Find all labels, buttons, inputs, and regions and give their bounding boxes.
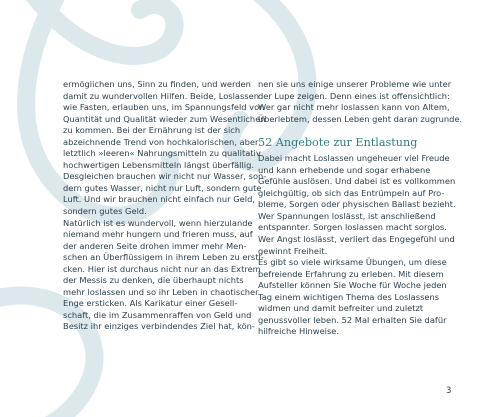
body-line: nen sie uns einige unserer Probleme wie unter: [258, 79, 452, 89]
body-line: Überlebtem, dessen Leben geht daran zugrunde.: [258, 113, 463, 124]
page-number: 3: [446, 386, 452, 396]
body-line: zu kommen. Bei der Ernährung ist der sich: [63, 125, 241, 136]
body-line: Tag einem wichtigen Thema des Loslassens: [258, 291, 440, 302]
body-line: Enge ersticken. Als Karikatur einer Gesell-: [63, 298, 238, 309]
section-heading: 52 Angebote zur Entlastung: [258, 136, 418, 150]
body-line: wie Fasten, erlauben uns, im Spannungsfeld von: [63, 102, 265, 113]
body-line: Dabei macht Loslassen ungeheuer viel Freude: [258, 153, 450, 164]
body-line: Wer gar nicht mehr loslassen kann von Altem,: [258, 102, 450, 113]
body-line: gleichgültig, ob sich das Entrümpeln auf Pro-: [258, 187, 445, 198]
body-line: gewinnt Freiheit.: [258, 245, 328, 256]
body-line: befreiende Erfahrung zu erleben. Mit diesem: [258, 268, 444, 279]
body-line: schen an Überflüssigem in ihrem Leben zu ersti-: [63, 252, 264, 263]
body-line: abzeichnende Trend von hochkalorischen, aber: [63, 136, 259, 147]
body-line: cken. Hier ist durchaus nicht nur an das Extrem: [63, 263, 261, 274]
body-line: genussvoller leben. 52 Mal erhalten Sie dafür: [258, 314, 447, 325]
body-line: bleme, Sorgen oder physischen Ballast bezieht.: [258, 199, 456, 210]
body-line: sondern gutes Geld.: [63, 206, 147, 217]
body-line: Gefühle auslösen. Und dabei ist es vollkommen: [258, 176, 456, 187]
body-line: hochwertigen Lebensmitteln längst überfällig.: [63, 159, 255, 170]
body-line: Wer Angst loslässt, verliert das Engegefühl und: [258, 234, 455, 245]
body-line: Wer Spannungen loslässt, ist anschließend: [258, 210, 436, 221]
body-line: Aufsteller können Sie Woche für Woche jeden: [258, 280, 447, 291]
body-line: Es gibt so viele wirksame Übungen, um diese: [258, 257, 447, 268]
body-line: dern gutes Wasser, nicht nur Luft, sondern gute: [63, 182, 262, 193]
body-line: der anderen Seite drohen immer mehr Men-: [63, 240, 247, 251]
body-line: schaft, die im Zusammenraffen von Geld und: [63, 309, 252, 320]
body-line: Desgleichen brauchen wir nicht nur Wasser, son-: [63, 171, 267, 182]
body-line: widmen und damit befreiter und zuletzt: [258, 303, 424, 314]
right-text-column: [258, 79, 463, 338]
left-text-column: [63, 79, 267, 333]
body-line: damit zu wundervollen Hilfen. Beide, Loslassen: [63, 90, 259, 101]
body-line: entspannter. Sorgen loslassen macht sorglos.: [258, 222, 447, 233]
body-line: und kann erhebende und sogar erhabene: [258, 164, 431, 175]
body-line: ermöglichen uns, Sinn zu finden, und werden: [63, 79, 251, 89]
body-line: mehr loslassen und so ihr Leben in chaotischer: [63, 286, 259, 297]
body-line: letztlich »leeren« Nahrungsmitteln zu qualitativ: [63, 148, 261, 159]
body-line: niemand mehr hungern und frieren muss, auf: [63, 229, 253, 240]
body-line: Besitz ihr einziges verbindendes Ziel hat, kön-: [63, 321, 255, 332]
body-line: hilfreiche Hinweise.: [258, 326, 340, 337]
body-line: der Lupe zeigen. Denn eines ist offensichtlich:: [258, 90, 450, 101]
body-line: der Messis zu denken, die überhaupt nichts: [63, 275, 244, 286]
body-line: Natürlich ist es wundervoll, wenn hierzulande: [63, 217, 253, 228]
body-line: Luft. Und wir brauchen nicht einfach nur Geld,: [63, 194, 255, 205]
body-line: Quantität und Qualität wieder zum Wesentlichen: [63, 113, 266, 124]
